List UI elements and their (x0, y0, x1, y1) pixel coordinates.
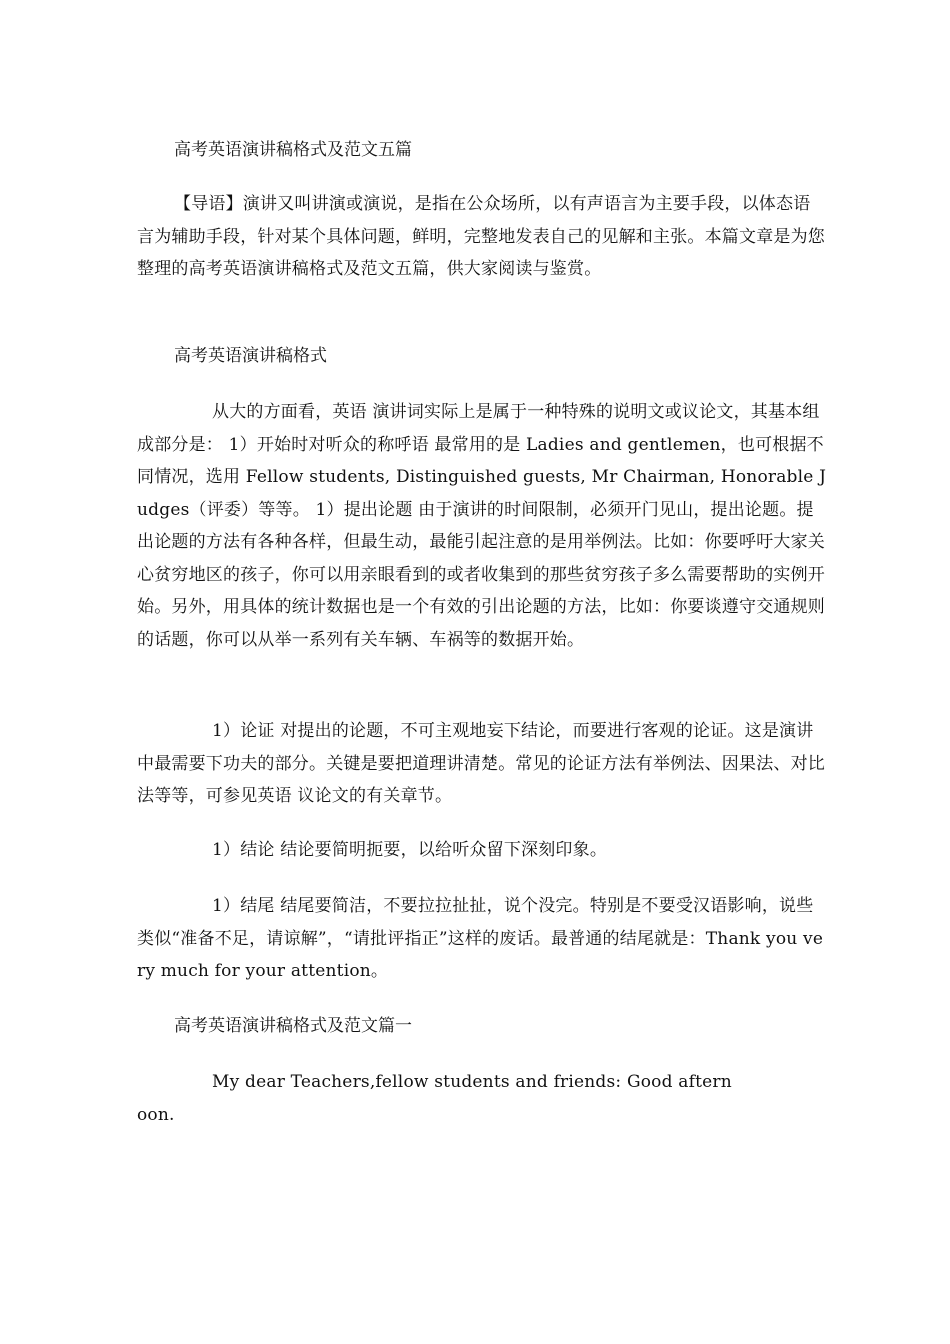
section-heading-sample-one: 高考英语演讲稿格式及范文篇一 (174, 1016, 412, 1036)
intro-paragraph: 【导语】演讲又叫讲演或演说，是指在公众场所，以有声语言为主要手段，以体态语言为辅助手段，针对某个具体问题，鲜明，完整地发表自己的见解和主张。本篇文章是为您整理的高考英语演讲稿格式及范文五篇，供大家阅读与鉴赏。 (137, 194, 825, 279)
paragraph-ending: 1）结尾 结尾要简洁，不要拉拉扯扯，说个没完。特别是不要受汉语影响，说些类似“准备不足，请谅解”，“请批评指正”这样的废话。最普通的结尾就是：Thank you very much for your attention。 (137, 896, 824, 981)
section-heading-format: 高考英语演讲稿格式 (174, 346, 327, 366)
paragraph-argument: 1）论证 对提出的论题，不可主观地妄下结论，而要进行客观的论证。这是演讲中最需要下功夫的部分。关键是要把道理讲清楚。常见的论证方法有举例法、因果法、对比法等等，可参见英语 议论文的有关章节。 (137, 721, 825, 806)
paragraph-overview: 从大的方面看，英语 演讲词实际上是属于一种特殊的说明文或议论文，其基本组成部分是： 1）开始时对听众的称呼语 最常用的是 Ladies and gentlemen，也可根据不同情况，选用 Fellow students, Distinguished guests, Mr Chairman, Honorable Judges（评委）等等。 1）提出论题 由于演讲的时间限制，必须开门见山，提出论题。提出论题的方法有各种各样，但最生动，最能引起注意的是用举例法。比如：你要呼吁大家关心贫穷地区的孩子，你可以用亲眼看到的或者收集到的那些贫穷孩子多么需要帮助的实例开始。另外，用具体的统计数据也是一个有效的引出论题的方法，比如：你要谈遵守交通规则的话题，你可以从举一系列有关车辆、车祸等的数据开始。 (137, 402, 827, 650)
paragraph-greeting: My dear Teachers,fellow students and friends: Good afternoon. (137, 1072, 732, 1125)
paragraph-conclusion: 1）结论 结论要简明扼要，以给听众留下深刻印象。 (212, 840, 608, 860)
document-title: 高考英语演讲稿格式及范文五篇 (174, 140, 412, 160)
